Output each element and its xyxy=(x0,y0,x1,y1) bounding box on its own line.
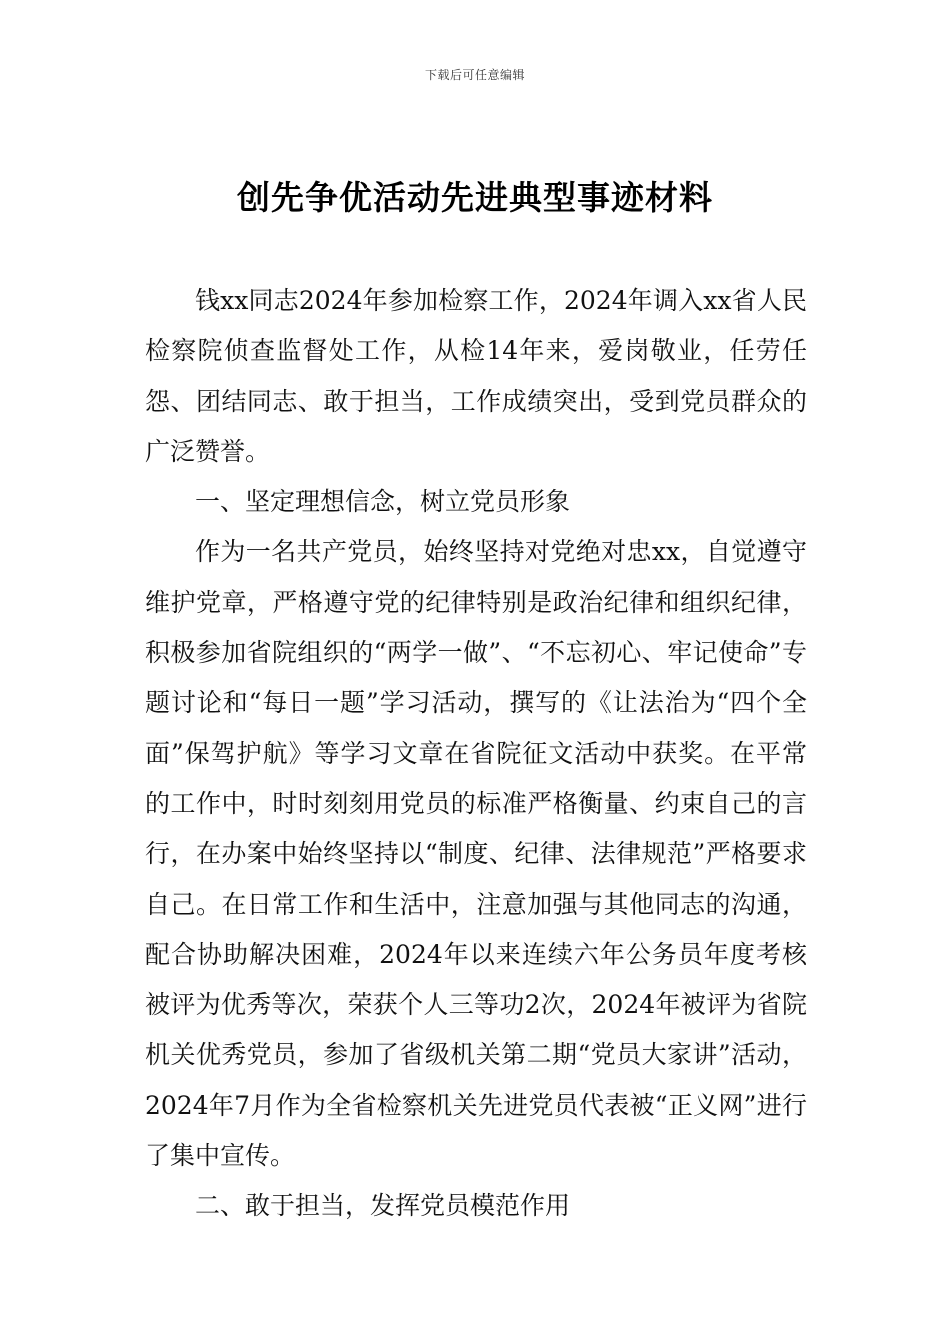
section-1-paragraph: 作为一名共产党员，始终坚持对党绝对忠xx，自觉遵守维护党章，严格遵守党的纪律特别是政治纪律和组织纪律，积极参加省院组织的“两学一做”、“不忘初心、牢记使命”专题讨论和“每日一题”学习活动，撰写的《让法治为“四个全面”保驾护航》等学习文章在省院征文活动中获奖。在平常的工作中，时时刻刻用党员的标准严格衡量、约束自己的言行，在办案中始终坚持以“制度、纪律、法律规范”严格要求自己。在日常工作和生活中，注意加强与其他同志的沟通，配合协助解决困难，2024年以来连续六年公务员年度考核被评为优秀等次，荣获个人三等功2次，2024年被评为省院机关优秀党员，参加了省级机关第二期“党员大家讲”活动，2024年7月作为全省检察机关先进党员代表被“正义网”进行了集中宣传。 xyxy=(145,537,807,1171)
intro-paragraph: 钱xx同志2024年参加检察工作，2024年调入xx省人民检察院侦查监督处工作，从检14年来，爱岗敬业，任劳任怨、团结同志、敢于担当，工作成绩突出，受到党员群众的广泛赞誉。 xyxy=(145,286,807,466)
section-heading-1: 一、坚定理想信念，树立党员形象 xyxy=(195,487,571,517)
document-title: 创先争优活动先进典型事迹材料 xyxy=(237,178,713,217)
page-header-note: 下载后可任意编辑 xyxy=(424,68,525,82)
section-heading-2: 二、敢于担当，发挥党员模范作用 xyxy=(195,1191,571,1221)
document-body xyxy=(145,276,807,1232)
